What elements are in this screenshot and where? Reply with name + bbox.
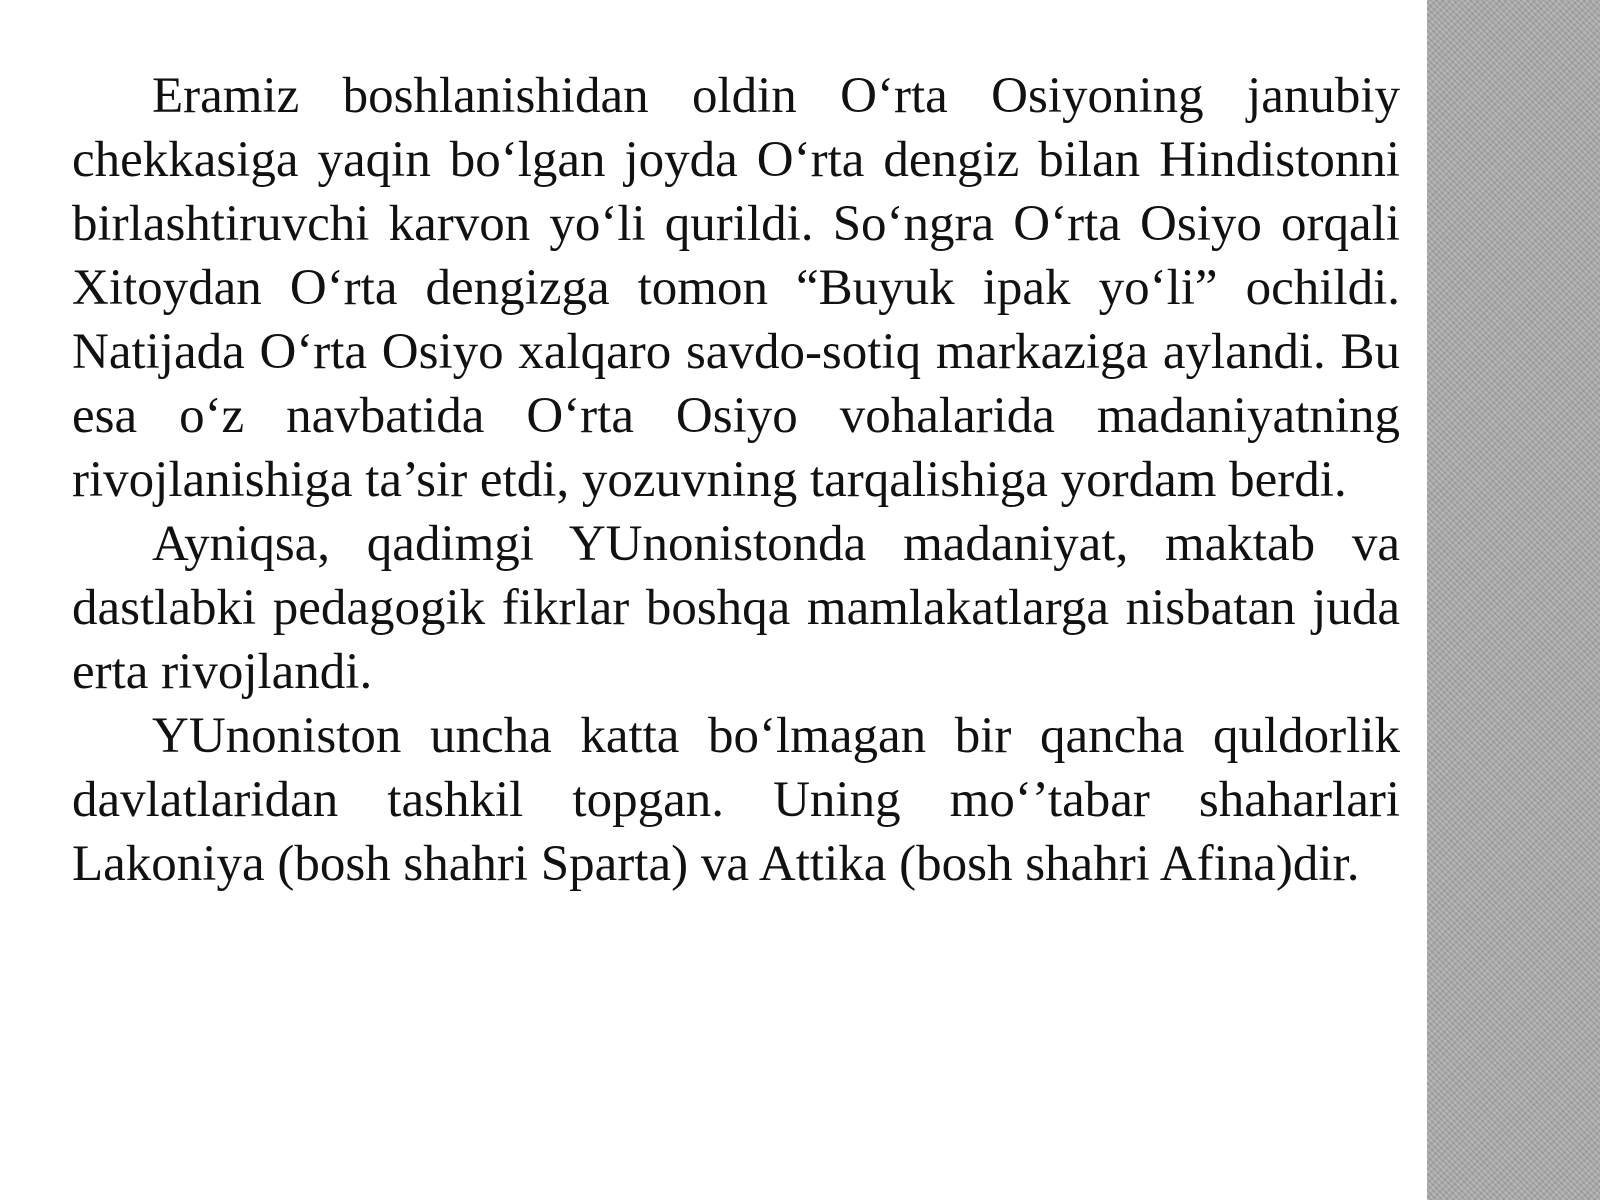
paragraph-2: Ayniqsa, qadimgi YUnonistonda madaniyat, maktab va dastlabki pedagogik fikrlar boshqa mamlakatlarga nisbatan juda erta rivojlandi. [72, 516, 1400, 700]
decorative-side-band [1427, 0, 1600, 1200]
paragraph-3: YUnoniston uncha katta bo‘lmagan bir qancha quldorlik davlatlaridan tashkil topgan. Uning mo‘’tabar shaharlari Lakoniya (bosh shahri Sparta) va Attika (bosh shahri Afina)dir. [72, 708, 1400, 892]
slide-body-text [72, 64, 1400, 896]
paragraph-1: Eramiz boshlanishidan oldin O‘rta Osiyoning janubiy chekkasiga yaqin bo‘lgan joyda O‘rta dengiz bilan Hindistonni birlashtiruvchi karvon yo‘li qurildi. So‘ngra O‘rta Osiyo orqali Xitoydan O‘rta dengizga tomon “Buyuk ipak yo‘li” ochildi. Natijada O‘rta Osiyo xalqaro savdo-sotiq markaziga aylandi. Bu esa o‘z navbatida O‘rta Osiyo vohalarida madaniyatning rivojlanishiga ta’sir etdi, yozuvning tarqalishiga yordam berdi. [72, 68, 1400, 508]
